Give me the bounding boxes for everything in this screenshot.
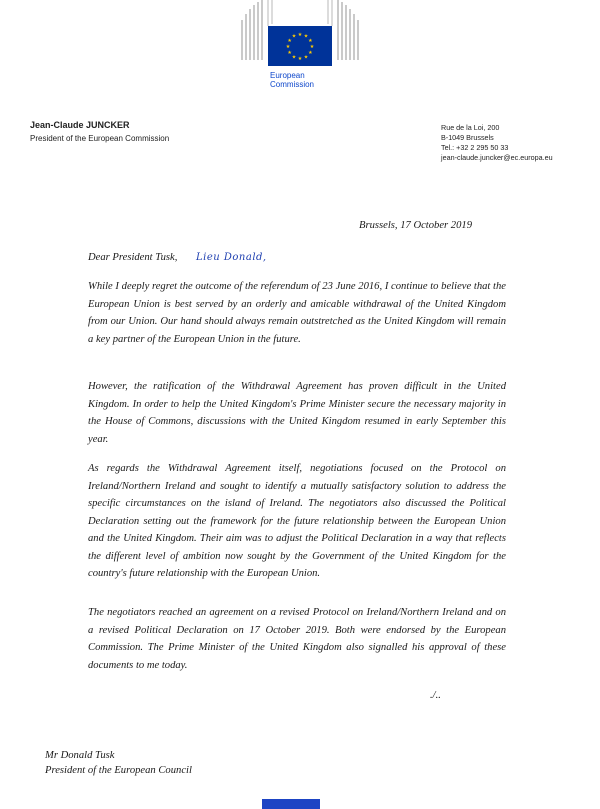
eu-star-icon: ★ [309,45,315,50]
eu-star-icon: ★ [287,51,292,56]
eu-star-icon: ★ [291,34,297,40]
paragraph-4: The negotiators reached an agreement on a revised Protocol on Ireland/Northern Ireland and on a revised Political Declaration on 17 October 2019. Both were endorsed by the European Commission. The Prime Minister of the United Kingdom also signalled his approval of these documents to me today. [88,607,506,671]
eu-star-icon: ★ [287,39,292,44]
handwritten-greeting: Lieu Donald, [196,252,267,263]
address-block [441,123,553,163]
eu-star-icon: ★ [297,57,303,62]
address-phone: Tel.: +32 2 295 50 33 [441,143,509,152]
eu-star-icon: ★ [303,55,309,61]
sender-name: Jean-Claude JUNCKER [30,120,130,130]
logo-text-commission: Commission [270,80,315,89]
eu-star-icon: ★ [308,39,313,44]
recipient-title: President of the European Council [45,765,192,776]
paragraph-1: While I deeply regret the outcome of the referendum of 23 June 2016, I continue to believe that the European Union is best served by an orderly and amicable withdrawal of the United Kingdom from our Union. Our hand should always remain outstretched as the United Kingdom will remain a key partner of the European Union in the future. [88,281,506,345]
salutation: Dear President Tusk, [88,252,178,263]
eu-star-icon: ★ [291,55,297,61]
paragraph-2: However, the ratification of the Withdrawal Agreement has proven difficult in the United Kingdom. In order to help the United Kingdom's Prime Minister secure the necessary majority in the House of Commons, discussions with the United Kingdom resumed in early September this year. [88,381,506,445]
sender-title: President of the European Commission [30,134,170,143]
address-street: Rue de la Loi, 200 [441,123,500,132]
eu-star-icon: ★ [308,51,313,56]
eu-star-icon: ★ [303,34,309,40]
recipient-name: Mr Donald Tusk [45,750,115,761]
european-commission-logo [0,0,600,100]
address-email: jean-claude.juncker@ec.europa.eu [441,153,553,162]
letter-date: Brussels, 17 October 2019 [359,220,472,231]
logo-text-european: European [270,71,305,80]
continuation-mark: ./.. [430,690,441,701]
eu-star-icon: ★ [285,45,291,50]
address-city: B-1049 Brussels [441,133,494,142]
footer-color-bar [262,799,320,809]
eu-stars-icon [268,26,332,66]
eu-star-icon: ★ [297,33,303,38]
paragraph-3: As regards the Withdrawal Agreement itself, negotiations focused on the Protocol on Ireland/Northern Ireland and sought to identify a mutually satisfactory solution to address the specific circumstances on the island of Ireland. The negotiators also discussed the Political Declaration setting out the framework for the future relationship between the European Union and the United Kingdom. Their aim was to adjust the Political Declaration in a way that reflects the different level of ambition now sought by the Government of the United Kingdom for the country's future relationship with the European Union. [88,463,506,579]
